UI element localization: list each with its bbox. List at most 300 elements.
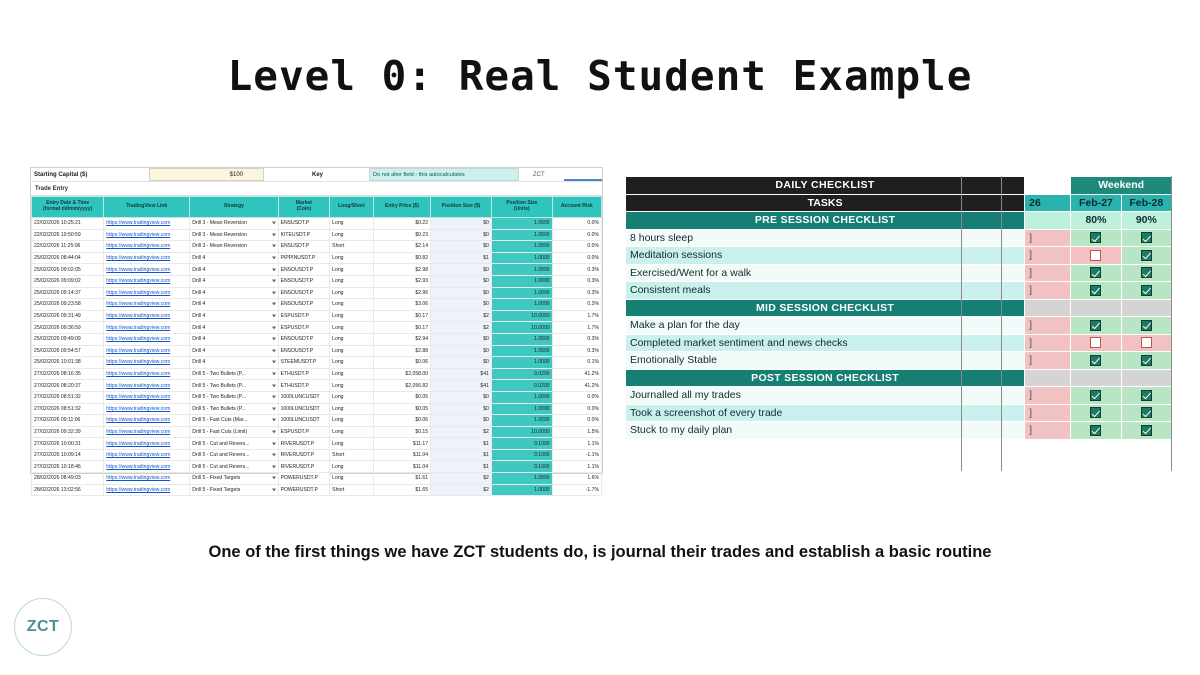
- cell-entry-date[interactable]: 25/02/2026 09:49:09: [32, 333, 104, 345]
- cell-long-short[interactable]: Long: [330, 322, 374, 334]
- cell-entry-price[interactable]: $1.65: [373, 484, 430, 496]
- cell-entry-price[interactable]: $2,056.82: [373, 380, 430, 392]
- chevron-down-icon[interactable]: [272, 384, 276, 387]
- cell-long-short[interactable]: Short: [330, 449, 374, 461]
- cell-strategy[interactable]: [190, 241, 278, 253]
- tradingview-link[interactable]: https://www.tradingview.com: [106, 313, 171, 320]
- cell-market[interactable]: POWERUSDT.P: [278, 473, 330, 485]
- tradingview-link[interactable]: https://www.tradingview.com: [106, 486, 171, 493]
- checkbox-checked[interactable]: [1071, 387, 1121, 405]
- cell-account-risk[interactable]: 0.3%: [552, 345, 601, 357]
- cell-account-risk[interactable]: 0.3%: [552, 299, 601, 311]
- cell-tradingview-link[interactable]: [104, 310, 190, 322]
- daily-checklist-panel[interactable]: [625, 176, 1172, 471]
- tradingview-link[interactable]: https://www.tradingview.com: [106, 359, 171, 366]
- cell-position-size-dollars[interactable]: $0: [431, 287, 492, 299]
- chevron-down-icon[interactable]: [272, 268, 276, 271]
- cell-position-size-units[interactable]: 1.0000: [491, 357, 552, 369]
- cell-long-short[interactable]: Long: [330, 391, 374, 403]
- cell-position-size-units[interactable]: 0.1000: [491, 461, 552, 473]
- cell-account-risk[interactable]: 0.0%: [552, 415, 601, 427]
- chevron-down-icon[interactable]: [272, 349, 276, 352]
- cell-tradingview-link[interactable]: [104, 241, 190, 253]
- cell-strategy[interactable]: [190, 484, 278, 496]
- cell-account-risk[interactable]: 1.5%: [552, 426, 601, 438]
- cell-market[interactable]: ENSOUSDT.P: [278, 299, 330, 311]
- cell-position-size-dollars[interactable]: $1: [431, 461, 492, 473]
- cell-market[interactable]: KITEUSDT.P: [278, 229, 330, 241]
- cell-market[interactable]: ENSOUSDT.P: [278, 333, 330, 345]
- checkbox-unchecked[interactable]: [1071, 247, 1121, 265]
- tradingview-link[interactable]: https://www.tradingview.com: [106, 394, 171, 401]
- tradingview-link[interactable]: https://www.tradingview.com: [106, 301, 171, 308]
- cell-position-size-units[interactable]: 10.0000: [491, 310, 552, 322]
- checkbox-checked[interactable]: [1071, 264, 1121, 282]
- cell-entry-price[interactable]: $3.06: [373, 299, 430, 311]
- table-row[interactable]: [32, 484, 602, 496]
- cell-position-size-dollars[interactable]: $0: [431, 229, 492, 241]
- cell-market[interactable]: RIVERUSDT.P: [278, 449, 330, 461]
- checkbox-checked[interactable]: [1071, 404, 1121, 422]
- cell-tradingview-link[interactable]: [104, 473, 190, 485]
- cell-position-size-units[interactable]: 0.0200: [491, 368, 552, 380]
- cell-strategy[interactable]: [190, 287, 278, 299]
- cell-market[interactable]: ENSUSDT.P: [278, 218, 330, 230]
- cell-entry-date[interactable]: 27/02/2026 09:32:39: [32, 426, 104, 438]
- cell-tradingview-link[interactable]: [104, 229, 190, 241]
- cell-position-size-dollars[interactable]: $1: [431, 252, 492, 264]
- checkbox-checked[interactable]: [1071, 352, 1121, 370]
- cell-entry-date[interactable]: 22/02/2026 10:50:59: [32, 229, 104, 241]
- cell-tradingview-link[interactable]: [104, 264, 190, 276]
- table-row[interactable]: [32, 229, 602, 241]
- chevron-down-icon[interactable]: [272, 488, 276, 491]
- cell-entry-date[interactable]: 27/02/2026 08:51:32: [32, 391, 104, 403]
- trades-table[interactable]: [31, 196, 602, 496]
- cell-strategy[interactable]: [190, 310, 278, 322]
- chevron-down-icon[interactable]: [272, 338, 276, 341]
- cell-account-risk[interactable]: 1.1%: [552, 438, 601, 450]
- table-row[interactable]: [32, 299, 602, 311]
- cell-account-risk[interactable]: 1.6%: [552, 473, 601, 485]
- cell-position-size-units[interactable]: 1.0000: [491, 333, 552, 345]
- cell-entry-date[interactable]: 25/02/2026 09:31:49: [32, 310, 104, 322]
- cell-tradingview-link[interactable]: [104, 322, 190, 334]
- cell-market[interactable]: RIVERUSDT.P: [278, 438, 330, 450]
- checkbox-checked[interactable]: [1071, 317, 1121, 335]
- cell-entry-price[interactable]: $11.04: [373, 449, 430, 461]
- cell-strategy[interactable]: [190, 380, 278, 392]
- cell-market[interactable]: ENSOUSDT.P: [278, 287, 330, 299]
- table-row[interactable]: [32, 264, 602, 276]
- cell-position-size-units[interactable]: 1.0000: [491, 264, 552, 276]
- cell-account-risk[interactable]: 1.7%: [552, 322, 601, 334]
- cell-entry-price[interactable]: $11.04: [373, 461, 430, 473]
- cell-account-risk[interactable]: 1.7%: [552, 310, 601, 322]
- cell-position-size-dollars[interactable]: $2: [431, 473, 492, 485]
- cell-position-size-dollars[interactable]: $41: [431, 380, 492, 392]
- cell-entry-date[interactable]: 28/02/2026 08:49:03: [32, 473, 104, 485]
- checkbox-checked[interactable]: [1071, 422, 1121, 440]
- tradingview-link[interactable]: https://www.tradingview.com: [106, 463, 171, 470]
- cell-market[interactable]: ENSOUSDT.P: [278, 345, 330, 357]
- cell-long-short[interactable]: Long: [330, 368, 374, 380]
- cell-tradingview-link[interactable]: [104, 275, 190, 287]
- table-row[interactable]: [32, 357, 602, 369]
- checkbox-checked[interactable]: [1121, 422, 1171, 440]
- table-row[interactable]: [32, 322, 602, 334]
- checkbox-unchecked[interactable]: [1121, 334, 1171, 352]
- cell-position-size-dollars[interactable]: $41: [431, 368, 492, 380]
- cell-long-short[interactable]: Short: [330, 241, 374, 253]
- cell-position-size-dollars[interactable]: $0: [431, 264, 492, 276]
- cell-position-size-units[interactable]: 1.0000: [491, 229, 552, 241]
- table-row[interactable]: [32, 218, 602, 230]
- chevron-down-icon[interactable]: [272, 303, 276, 306]
- checkbox-unchecked[interactable]: [1071, 334, 1121, 352]
- cell-strategy[interactable]: [190, 345, 278, 357]
- tradingview-link[interactable]: https://www.tradingview.com: [106, 266, 171, 273]
- cell-entry-date[interactable]: 27/02/2026 08:16:35: [32, 368, 104, 380]
- cell-long-short[interactable]: Long: [330, 287, 374, 299]
- cell-position-size-units[interactable]: 10.0000: [491, 322, 552, 334]
- table-row[interactable]: [32, 252, 602, 264]
- table-row[interactable]: [32, 438, 602, 450]
- cell-tradingview-link[interactable]: [104, 438, 190, 450]
- cell-market[interactable]: ETHUSDT.P: [278, 380, 330, 392]
- tradingview-link[interactable]: https://www.tradingview.com: [106, 452, 171, 459]
- checkbox-checked[interactable]: [1121, 317, 1171, 335]
- cell-entry-price[interactable]: $11.17: [373, 438, 430, 450]
- cell-tradingview-link[interactable]: [104, 426, 190, 438]
- cell-strategy[interactable]: [190, 426, 278, 438]
- cell-position-size-units[interactable]: 0.1000: [491, 438, 552, 450]
- checkbox-checked[interactable]: [1121, 352, 1171, 370]
- cell-market[interactable]: STEEMUSDT.P: [278, 357, 330, 369]
- cell-account-risk[interactable]: 0.3%: [552, 333, 601, 345]
- cell-market[interactable]: ESPUSDT.P: [278, 426, 330, 438]
- cell-long-short[interactable]: Long: [330, 333, 374, 345]
- cell-market[interactable]: ENSUSDT.P: [278, 241, 330, 253]
- cell-entry-price[interactable]: $0.06: [373, 415, 430, 427]
- cell-strategy[interactable]: [190, 333, 278, 345]
- cell-market[interactable]: PIPPINUSDT.P: [278, 252, 330, 264]
- cell-strategy[interactable]: [190, 264, 278, 276]
- cell-entry-date[interactable]: 27/02/2026 10:00:31: [32, 438, 104, 450]
- cell-entry-price[interactable]: $0.17: [373, 322, 430, 334]
- cell-tradingview-link[interactable]: [104, 287, 190, 299]
- checkbox-checked[interactable]: [1121, 229, 1171, 247]
- table-row[interactable]: [32, 333, 602, 345]
- cell-tradingview-link[interactable]: [104, 218, 190, 230]
- cell-tradingview-link[interactable]: [104, 403, 190, 415]
- cell-tradingview-link[interactable]: [104, 345, 190, 357]
- chevron-down-icon[interactable]: [272, 396, 276, 399]
- chevron-down-icon[interactable]: [272, 373, 276, 376]
- cell-position-size-units[interactable]: 1.0000: [491, 252, 552, 264]
- cell-entry-date[interactable]: 25/02/2026 09:02:05: [32, 264, 104, 276]
- cell-strategy[interactable]: [190, 275, 278, 287]
- cell-position-size-dollars[interactable]: $0: [431, 299, 492, 311]
- cell-position-size-dollars[interactable]: $2: [431, 484, 492, 496]
- cell-strategy[interactable]: [190, 299, 278, 311]
- cell-account-risk[interactable]: 0.1%: [552, 357, 601, 369]
- cell-position-size-units[interactable]: 1.0000: [491, 391, 552, 403]
- cell-strategy[interactable]: [190, 229, 278, 241]
- cell-entry-date[interactable]: 27/02/2026 10:09:14: [32, 449, 104, 461]
- cell-position-size-dollars[interactable]: $2: [431, 426, 492, 438]
- chevron-down-icon[interactable]: [272, 280, 276, 283]
- cell-long-short[interactable]: Short: [330, 484, 374, 496]
- cell-account-risk[interactable]: 1.1%: [552, 461, 601, 473]
- tradingview-link[interactable]: https://www.tradingview.com: [106, 231, 171, 238]
- cell-account-risk[interactable]: -1.7%: [552, 484, 601, 496]
- cell-strategy[interactable]: [190, 368, 278, 380]
- chevron-down-icon[interactable]: [272, 477, 276, 480]
- cell-entry-date[interactable]: 25/02/2026 08:44:04: [32, 252, 104, 264]
- cell-position-size-dollars[interactable]: $1: [431, 449, 492, 461]
- checkbox-checked[interactable]: [1071, 229, 1121, 247]
- cell-long-short[interactable]: Long: [330, 380, 374, 392]
- cell-position-size-units[interactable]: 1.0000: [491, 287, 552, 299]
- table-row[interactable]: [32, 426, 602, 438]
- table-row[interactable]: [32, 391, 602, 403]
- cell-market[interactable]: ENSOUSDT.P: [278, 275, 330, 287]
- table-row[interactable]: [32, 380, 602, 392]
- tradingview-link[interactable]: https://www.tradingview.com: [106, 220, 171, 227]
- tradingview-link[interactable]: https://www.tradingview.com: [106, 289, 171, 296]
- cell-position-size-units[interactable]: 1.0000: [491, 403, 552, 415]
- checklist-item-row[interactable]: [626, 264, 1172, 282]
- chevron-down-icon[interactable]: [272, 430, 276, 433]
- cell-strategy[interactable]: [190, 322, 278, 334]
- trade-journal-spreadsheet[interactable]: [30, 167, 603, 493]
- checklist-item-row[interactable]: [626, 282, 1172, 300]
- cell-position-size-units[interactable]: 1.0000: [491, 415, 552, 427]
- cell-strategy[interactable]: [190, 391, 278, 403]
- checklist-item-row[interactable]: [626, 387, 1172, 405]
- cell-entry-price[interactable]: $0.17: [373, 310, 430, 322]
- cell-position-size-units[interactable]: 1.0000: [491, 484, 552, 496]
- tradingview-link[interactable]: https://www.tradingview.com: [106, 243, 171, 250]
- cell-position-size-units[interactable]: 1.0000: [491, 299, 552, 311]
- cell-account-risk[interactable]: -1.1%: [552, 449, 601, 461]
- cell-position-size-units[interactable]: 0.0200: [491, 380, 552, 392]
- cell-strategy[interactable]: [190, 218, 278, 230]
- cell-market[interactable]: 1000LUNCUSDT: [278, 403, 330, 415]
- cell-long-short[interactable]: Long: [330, 426, 374, 438]
- tradingview-link[interactable]: https://www.tradingview.com: [106, 475, 171, 482]
- cell-entry-date[interactable]: 27/02/2026 09:11:06: [32, 415, 104, 427]
- table-row[interactable]: [32, 473, 602, 485]
- cell-long-short[interactable]: Long: [330, 252, 374, 264]
- checkbox-checked[interactable]: [1121, 404, 1171, 422]
- tradingview-link[interactable]: https://www.tradingview.com: [106, 255, 171, 262]
- cell-entry-date[interactable]: 22/02/2026 11:25:06: [32, 241, 104, 253]
- cell-position-size-units[interactable]: 1.0000: [491, 241, 552, 253]
- cell-strategy[interactable]: [190, 438, 278, 450]
- cell-entry-price[interactable]: $0.05: [373, 403, 430, 415]
- cell-long-short[interactable]: Long: [330, 461, 374, 473]
- chevron-down-icon[interactable]: [272, 454, 276, 457]
- table-row[interactable]: [32, 403, 602, 415]
- starting-capital-value[interactable]: $100: [149, 168, 264, 181]
- chevron-down-icon[interactable]: [272, 222, 276, 225]
- tradingview-link[interactable]: https://www.tradingview.com: [106, 428, 171, 435]
- cell-market[interactable]: ENSOUSDT.P: [278, 264, 330, 276]
- chevron-down-icon[interactable]: [272, 233, 276, 236]
- cell-long-short[interactable]: Long: [330, 473, 374, 485]
- cell-account-risk[interactable]: 0.3%: [552, 275, 601, 287]
- cell-entry-price[interactable]: $0.23: [373, 229, 430, 241]
- tradingview-link[interactable]: https://www.tradingview.com: [106, 371, 171, 378]
- cell-position-size-units[interactable]: 1.0000: [491, 275, 552, 287]
- cell-position-size-dollars[interactable]: $0: [431, 275, 492, 287]
- chevron-down-icon[interactable]: [272, 245, 276, 248]
- cell-long-short[interactable]: Long: [330, 218, 374, 230]
- cell-entry-date[interactable]: 27/02/2026 08:51:32: [32, 403, 104, 415]
- cell-position-size-dollars[interactable]: $0: [431, 415, 492, 427]
- tradingview-link[interactable]: https://www.tradingview.com: [106, 440, 171, 447]
- cell-entry-price[interactable]: $2.88: [373, 345, 430, 357]
- checklist-item-row[interactable]: [626, 247, 1172, 265]
- cell-strategy[interactable]: [190, 357, 278, 369]
- cell-long-short[interactable]: Long: [330, 310, 374, 322]
- tradingview-link[interactable]: https://www.tradingview.com: [106, 278, 171, 285]
- cell-position-size-dollars[interactable]: $0: [431, 357, 492, 369]
- cell-market[interactable]: ETHUSDT.P: [278, 368, 330, 380]
- chevron-down-icon[interactable]: [272, 442, 276, 445]
- tradingview-link[interactable]: https://www.tradingview.com: [106, 417, 171, 424]
- cell-entry-date[interactable]: 25/02/2026 09:14:37: [32, 287, 104, 299]
- cell-position-size-dollars[interactable]: $0: [431, 391, 492, 403]
- cell-long-short[interactable]: Long: [330, 229, 374, 241]
- checklist-item-row[interactable]: [626, 317, 1172, 335]
- cell-position-size-dollars[interactable]: $0: [431, 241, 492, 253]
- cell-account-risk[interactable]: 0.0%: [552, 218, 601, 230]
- table-row[interactable]: [32, 241, 602, 253]
- cell-market[interactable]: POWERUSDT.P: [278, 484, 330, 496]
- cell-entry-date[interactable]: 22/02/2026 10:25:21: [32, 218, 104, 230]
- cell-account-risk[interactable]: 0.0%: [552, 241, 601, 253]
- cell-account-risk[interactable]: 41.2%: [552, 368, 601, 380]
- cell-entry-price[interactable]: $0.22: [373, 218, 430, 230]
- cell-position-size-units[interactable]: 10.0000: [491, 426, 552, 438]
- checklist-item-row[interactable]: [626, 334, 1172, 352]
- cell-long-short[interactable]: Long: [330, 357, 374, 369]
- tradingview-link[interactable]: https://www.tradingview.com: [106, 382, 171, 389]
- cell-market[interactable]: ESPUSDT.P: [278, 310, 330, 322]
- cell-entry-date[interactable]: 25/02/2026 09:36:59: [32, 322, 104, 334]
- cell-position-size-units[interactable]: 0.1000: [491, 449, 552, 461]
- cell-long-short[interactable]: Long: [330, 345, 374, 357]
- cell-tradingview-link[interactable]: [104, 461, 190, 473]
- chevron-down-icon[interactable]: [272, 361, 276, 364]
- cell-entry-date[interactable]: 27/02/2026 08:20:37: [32, 380, 104, 392]
- cell-tradingview-link[interactable]: [104, 415, 190, 427]
- tradingview-link[interactable]: https://www.tradingview.com: [106, 405, 171, 412]
- table-row[interactable]: [32, 310, 602, 322]
- cell-entry-date[interactable]: 25/02/2026 10:01:38: [32, 357, 104, 369]
- checkbox-checked[interactable]: [1121, 387, 1171, 405]
- cell-tradingview-link[interactable]: [104, 368, 190, 380]
- cell-tradingview-link[interactable]: [104, 484, 190, 496]
- cell-market[interactable]: RIVERUSDT.P: [278, 461, 330, 473]
- cell-entry-date[interactable]: 25/02/2026 09:09:02: [32, 275, 104, 287]
- cell-position-size-dollars[interactable]: $0: [431, 345, 492, 357]
- cell-long-short[interactable]: Long: [330, 264, 374, 276]
- table-row[interactable]: [32, 449, 602, 461]
- cell-account-risk[interactable]: 0.0%: [552, 252, 601, 264]
- tradingview-link[interactable]: https://www.tradingview.com: [106, 324, 171, 331]
- chevron-down-icon[interactable]: [272, 326, 276, 329]
- cell-long-short[interactable]: Long: [330, 275, 374, 287]
- cell-tradingview-link[interactable]: [104, 357, 190, 369]
- cell-tradingview-link[interactable]: [104, 449, 190, 461]
- table-row[interactable]: [32, 345, 602, 357]
- checklist-item-row[interactable]: [626, 229, 1172, 247]
- cell-strategy[interactable]: [190, 461, 278, 473]
- chevron-down-icon[interactable]: [272, 315, 276, 318]
- table-row[interactable]: [32, 461, 602, 473]
- cell-entry-date[interactable]: 25/02/2026 09:23:58: [32, 299, 104, 311]
- chevron-down-icon[interactable]: [272, 465, 276, 468]
- cell-market[interactable]: 1000LUNCUSDT: [278, 415, 330, 427]
- cell-entry-price[interactable]: $0.06: [373, 357, 430, 369]
- cell-entry-price[interactable]: $2.96: [373, 287, 430, 299]
- table-row[interactable]: [32, 368, 602, 380]
- cell-long-short[interactable]: Long: [330, 403, 374, 415]
- tradingview-link[interactable]: https://www.tradingview.com: [106, 347, 171, 354]
- cell-account-risk[interactable]: 0.0%: [552, 403, 601, 415]
- cell-long-short[interactable]: Long: [330, 299, 374, 311]
- cell-tradingview-link[interactable]: [104, 299, 190, 311]
- cell-entry-price[interactable]: $2.98: [373, 264, 430, 276]
- cell-position-size-dollars[interactable]: $0: [431, 333, 492, 345]
- cell-entry-date[interactable]: 28/02/2026 13:02:56: [32, 484, 104, 496]
- checkbox-checked[interactable]: [1121, 264, 1171, 282]
- cell-account-risk[interactable]: 0.3%: [552, 287, 601, 299]
- cell-long-short[interactable]: Long: [330, 438, 374, 450]
- cell-market[interactable]: ESPUSDT.P: [278, 322, 330, 334]
- checkbox-checked[interactable]: [1071, 282, 1121, 300]
- cell-tradingview-link[interactable]: [104, 391, 190, 403]
- cell-account-risk[interactable]: 0.0%: [552, 391, 601, 403]
- cell-entry-price[interactable]: $2.94: [373, 333, 430, 345]
- cell-position-size-dollars[interactable]: $2: [431, 322, 492, 334]
- cell-entry-price[interactable]: $1.61: [373, 473, 430, 485]
- cell-entry-price[interactable]: $2,058.00: [373, 368, 430, 380]
- checklist-item-row[interactable]: [626, 404, 1172, 422]
- tradingview-link[interactable]: https://www.tradingview.com: [106, 336, 171, 343]
- cell-tradingview-link[interactable]: [104, 333, 190, 345]
- cell-position-size-dollars[interactable]: $0: [431, 403, 492, 415]
- cell-position-size-units[interactable]: 1.0000: [491, 218, 552, 230]
- checkbox-checked[interactable]: [1121, 282, 1171, 300]
- table-row[interactable]: [32, 415, 602, 427]
- cell-entry-price[interactable]: $0.82: [373, 252, 430, 264]
- chevron-down-icon[interactable]: [272, 257, 276, 260]
- cell-account-risk[interactable]: 0.3%: [552, 264, 601, 276]
- daily-checklist-table[interactable]: [625, 176, 1172, 440]
- cell-strategy[interactable]: [190, 415, 278, 427]
- cell-position-size-units[interactable]: 1.0000: [491, 345, 552, 357]
- cell-entry-date[interactable]: 25/02/2026 09:54:57: [32, 345, 104, 357]
- cell-long-short[interactable]: Long: [330, 415, 374, 427]
- checklist-item-row[interactable]: [626, 352, 1172, 370]
- cell-position-size-dollars[interactable]: $2: [431, 310, 492, 322]
- cell-entry-price[interactable]: $0.15: [373, 426, 430, 438]
